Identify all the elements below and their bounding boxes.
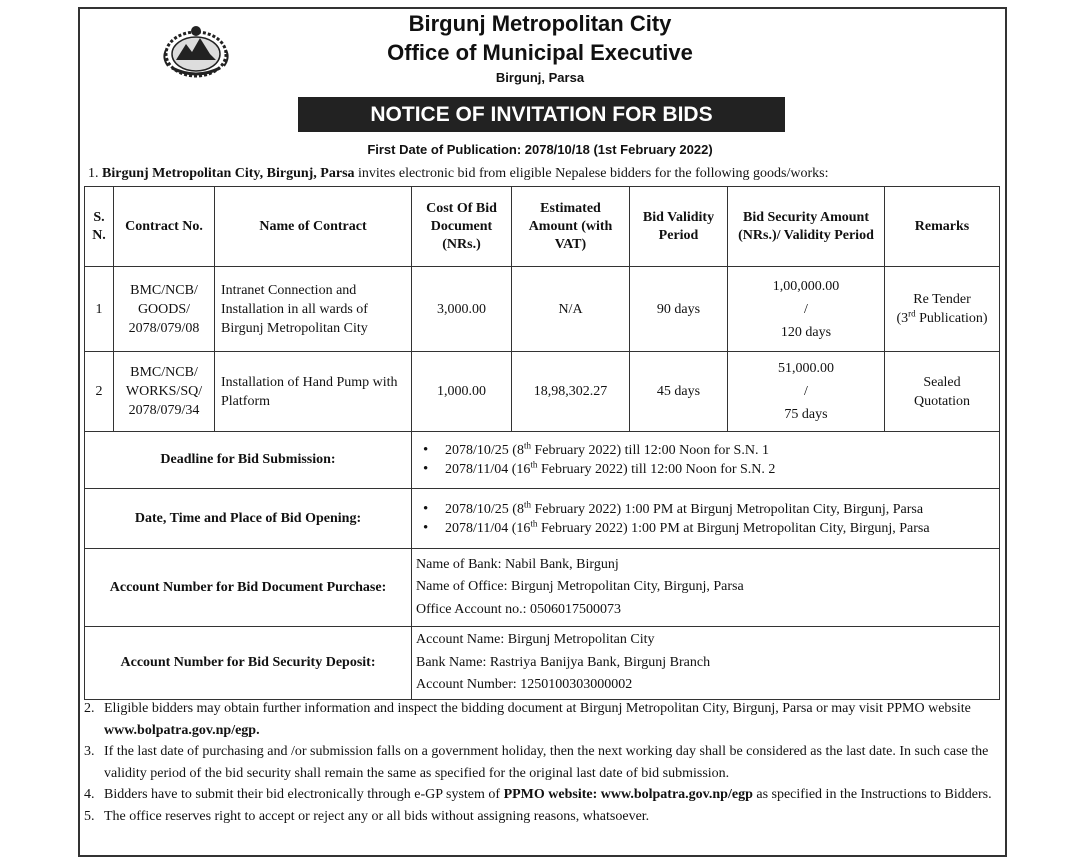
- table-header-row: [85, 187, 1000, 267]
- header-remarks: Remarks: [885, 187, 1000, 267]
- row-contract-name: Installation of Hand Pump with Platform: [215, 352, 412, 432]
- purchase-account-details: [412, 549, 1000, 627]
- header-bid-validity: Bid Validity Period: [630, 187, 728, 267]
- row-contract-no: BMC/NCB/ GOODS/ 2078/079/08: [114, 267, 215, 352]
- deadline-label: Deadline for Bid Submission:: [85, 432, 412, 489]
- header-bid-security: Bid Security Amount (NRs.)/ Validity Period: [728, 187, 885, 267]
- row-contract-no: BMC/NCB/ WORKS/SQ/ 2078/079/34: [114, 352, 215, 432]
- note-item: 2. Eligible bidders may obtain further information and inspect the bidding document at Birgunj Metropolitan City, Birgunj, Parsa or may visit PPMO website www.bolpatra.gov.np/egp.: [84, 701, 971, 738]
- note-item: 5. The office reserves right to accept or reject any or all bids without assigning reasons, whatsoever.: [84, 808, 650, 824]
- table-row: [85, 267, 1000, 352]
- row-estimated-amount: 18,98,302.27: [512, 352, 630, 432]
- row-cost: 1,000.00: [412, 352, 512, 432]
- list-item: Bank Name: Rastriya Banijya Bank, Birgunj Branch: [416, 654, 711, 670]
- intro-number: 1.: [88, 166, 99, 181]
- header-contract-no: Contract No.: [114, 187, 215, 267]
- list-item: • 2078/10/25 (8th February 2022) till 12:00 Noon for S.N. 1: [445, 441, 996, 460]
- note-item: 4. Bidders have to submit their bid electronically through e-GP system of PPMO website: www.bolpatra.gov.np/egp as specified in the Instructions to Bidders.: [84, 787, 992, 802]
- deadline-values: [412, 432, 1000, 489]
- list-item: • 2078/11/04 (16th February 2022) 1:00 PM at Birgunj Metropolitan City, Birgunj, Parsa: [445, 519, 996, 538]
- office-location: Birgunj, Parsa: [495, 70, 585, 85]
- notice-title-banner: NOTICE OF INVITATION FOR BIDS: [298, 97, 785, 132]
- row-bid-validity: 45 days: [630, 352, 728, 432]
- row-estimated-amount: N/A: [512, 267, 630, 352]
- list-item: Account Number: 1250100303000002: [416, 677, 633, 693]
- row-serial-number: 1: [85, 267, 114, 352]
- deadline-row: [85, 432, 1000, 489]
- header-cost: Cost Of Bid Document (NRs.): [412, 187, 512, 267]
- list-item: Name of Office: Birgunj Metropolitan City, Birgunj, Parsa: [416, 579, 744, 595]
- deposit-account-row: [85, 627, 1000, 700]
- opening-label: Date, Time and Place of Bid Opening:: [85, 489, 412, 549]
- header-serial-number: S. N.: [85, 187, 114, 267]
- list-item: • 2078/10/25 (8th February 2022) 1:00 PM at Birgunj Metropolitan City, Birgunj, Parsa: [445, 500, 996, 519]
- intro-paragraph: [88, 166, 828, 182]
- organization-name: Birgunj Metropolitan City: [408, 11, 672, 36]
- purchase-account-label: Account Number for Bid Document Purchase:: [85, 549, 412, 627]
- list-item: Account Name: Birgunj Metropolitan City: [416, 632, 655, 648]
- purchase-account-row: [85, 549, 1000, 627]
- publication-date: First Date of Publication: 2078/10/18 (1st February 2022): [367, 142, 713, 157]
- list-item: • 2078/11/04 (16th February 2022) till 12:00 Noon for S.N. 2: [445, 460, 996, 479]
- row-bid-validity: 90 days: [630, 267, 728, 352]
- row-serial-number: 2: [85, 352, 114, 432]
- deposit-account-label: Account Number for Bid Security Deposit:: [85, 627, 412, 700]
- row-bid-security: 51,000.00 / 75 days: [728, 352, 885, 432]
- notes-list: [84, 698, 1002, 827]
- header-estimated-amount: Estimated Amount (with VAT): [512, 187, 630, 267]
- row-bid-security: 1,00,000.00 / 120 days: [728, 267, 885, 352]
- row-contract-name: Intranet Connection and Installation in all wards of Birgunj Metropolitan City: [215, 267, 412, 352]
- row-remarks: Re Tender (3rd Publication): [885, 267, 1000, 352]
- row-remarks: Sealed Quotation: [885, 352, 1000, 432]
- note-item: 3. If the last date of purchasing and /or submission falls on a government holiday, then the next working day shall be considered as the last date. In such case the validity period of the bid security shall remain the same as specified for the original last date of bid submission.: [84, 744, 989, 781]
- row-cost: 3,000.00: [412, 267, 512, 352]
- office-name: Office of Municipal Executive: [387, 40, 693, 65]
- opening-values: [412, 489, 1000, 549]
- bids-table: [84, 186, 1000, 700]
- list-item: Name of Bank: Nabil Bank, Birgunj: [416, 556, 619, 572]
- intro-entity: Birgunj Metropolitan City, Birgunj, Parsa: [102, 166, 355, 181]
- table-row: [85, 352, 1000, 432]
- deposit-account-details: [412, 627, 1000, 700]
- intro-text: invites electronic bid from eligible Nepalese bidders for the following goods/works:: [354, 166, 829, 181]
- list-item: Office Account no.: 0506017500073: [416, 601, 622, 617]
- header-contract-name: Name of Contract: [215, 187, 412, 267]
- opening-row: [85, 489, 1000, 549]
